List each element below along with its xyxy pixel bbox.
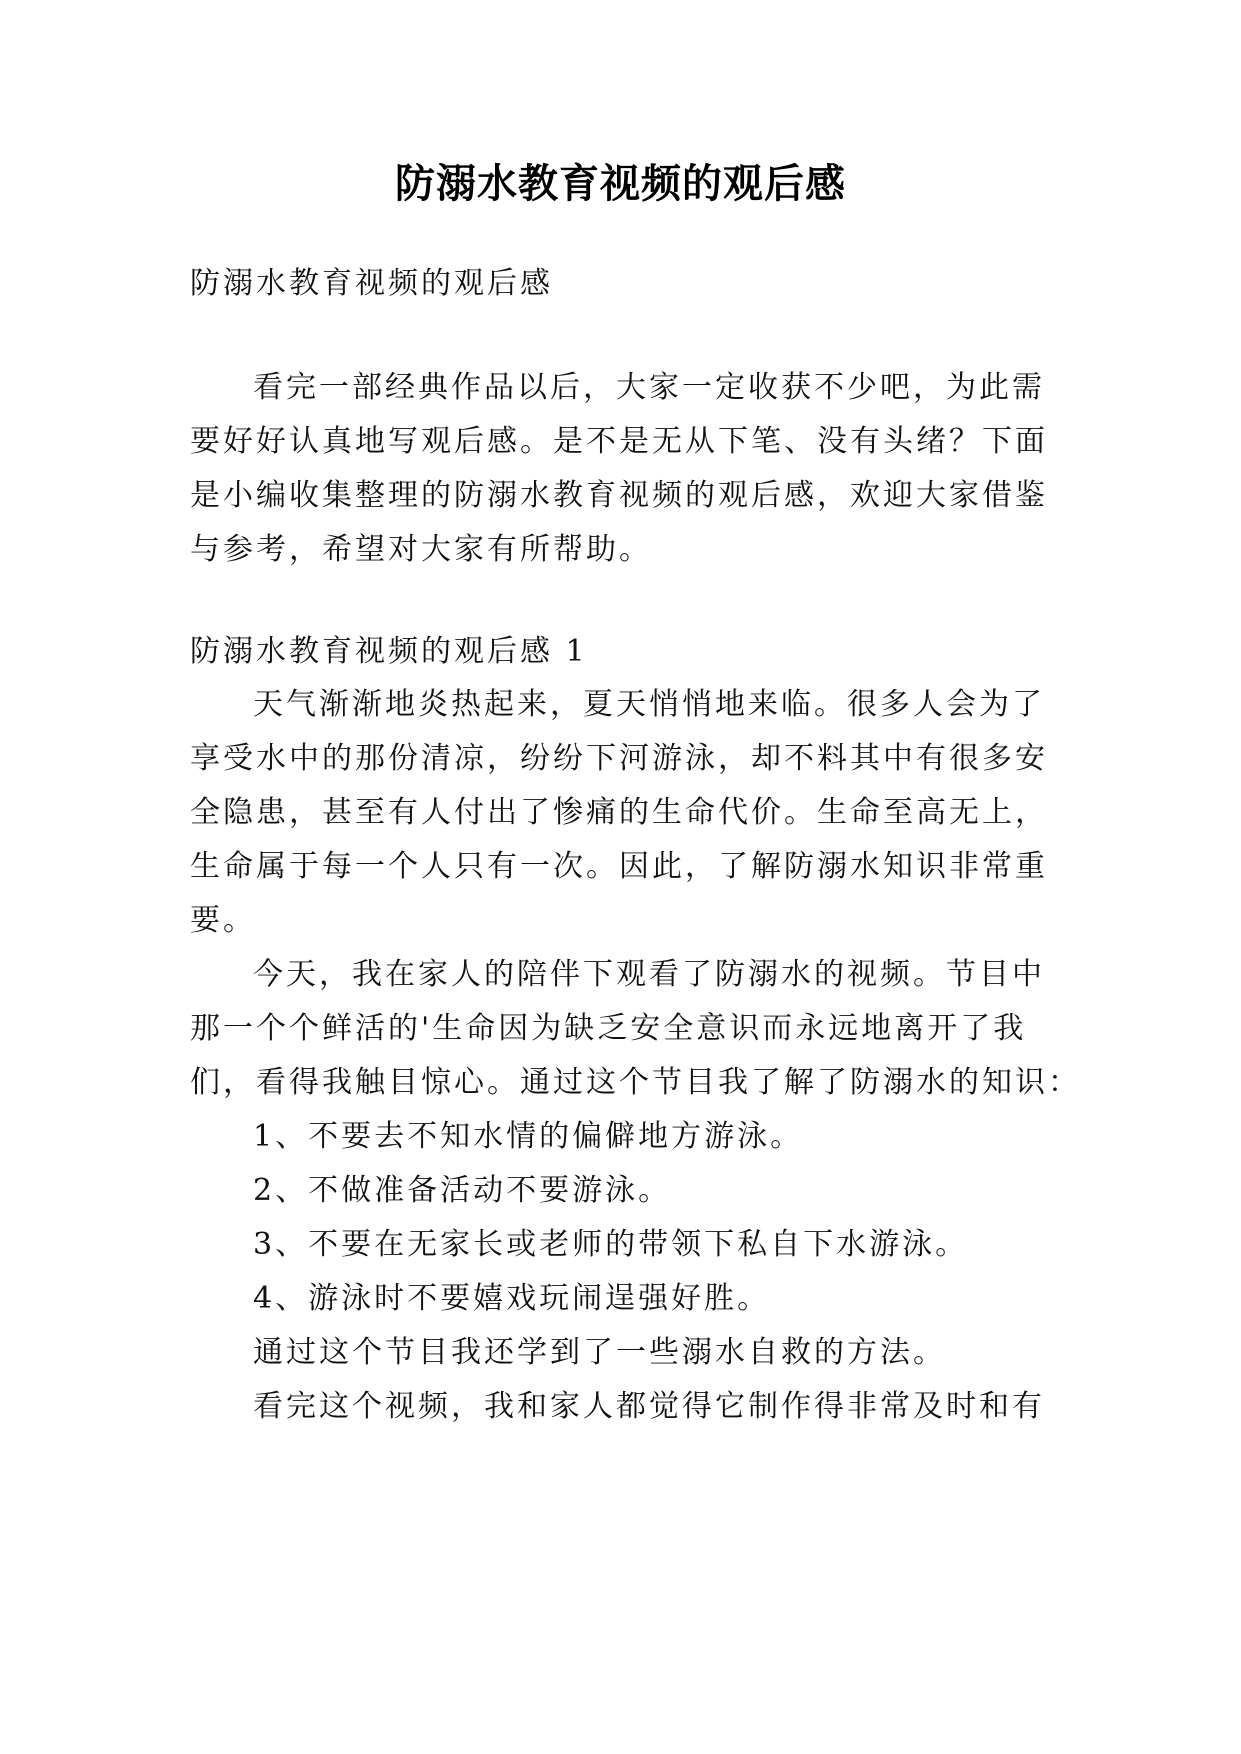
list-item: 2、不做准备活动不要游泳。: [253, 1173, 672, 1208]
paragraph-line: 生命属于每一个人只有一次。因此，了解防溺水知识非常重: [190, 849, 1048, 884]
paragraph-line: 们，看得我触目惊心。通过这个节目我了解了防溺水的知识：: [190, 1065, 1081, 1100]
paragraph-line: 享受水中的那份清凉，纷纷下河游泳，却不料其中有很多安: [190, 741, 1048, 776]
paragraph-line: 天气渐渐地炎热起来，夏天悄悄地来临。很多人会为了: [253, 687, 1045, 722]
list-item: 1、不要去不知水情的偏僻地方游泳。: [253, 1119, 804, 1154]
intro-line: 是小编收集整理的防溺水教育视频的观后感，欢迎大家借鉴: [190, 478, 1048, 513]
intro-line: 与参考，希望对大家有所帮助。: [190, 532, 652, 567]
intro-line: 看完一部经典作品以后，大家一定收获不少吧，为此需: [253, 370, 1045, 405]
paragraph-line: 今天，我在家人的陪伴下观看了防溺水的视频。节目中: [253, 957, 1045, 992]
paragraph-line: 通过这个节目我还学到了一些溺水自救的方法。: [253, 1335, 946, 1370]
list-item: 3、不要在无家长或老师的带领下私自下水游泳。: [253, 1227, 969, 1262]
paragraph-line: 全隐患，甚至有人付出了惨痛的生命代价。生命至高无上，: [190, 795, 1048, 830]
document-title: 防溺水教育视频的观后感: [395, 161, 846, 207]
intro-line: 要好好认真地写观后感。是不是无从下笔、没有头绪？下面: [190, 424, 1048, 459]
paragraph-line: 那一个个鲜活的'生命因为缺乏安全意识而永远地离开了我: [190, 1011, 1027, 1046]
document-subtitle: 防溺水教育视频的观后感: [190, 266, 553, 301]
section-heading: 防溺水教育视频的观后感 1: [190, 634, 588, 669]
paragraph-line: 要。: [190, 903, 256, 938]
list-item: 4、游泳时不要嬉戏玩闹逞强好胜。: [253, 1281, 771, 1316]
paragraph-line: 看完这个视频，我和家人都觉得它制作得非常及时和有: [253, 1389, 1045, 1424]
